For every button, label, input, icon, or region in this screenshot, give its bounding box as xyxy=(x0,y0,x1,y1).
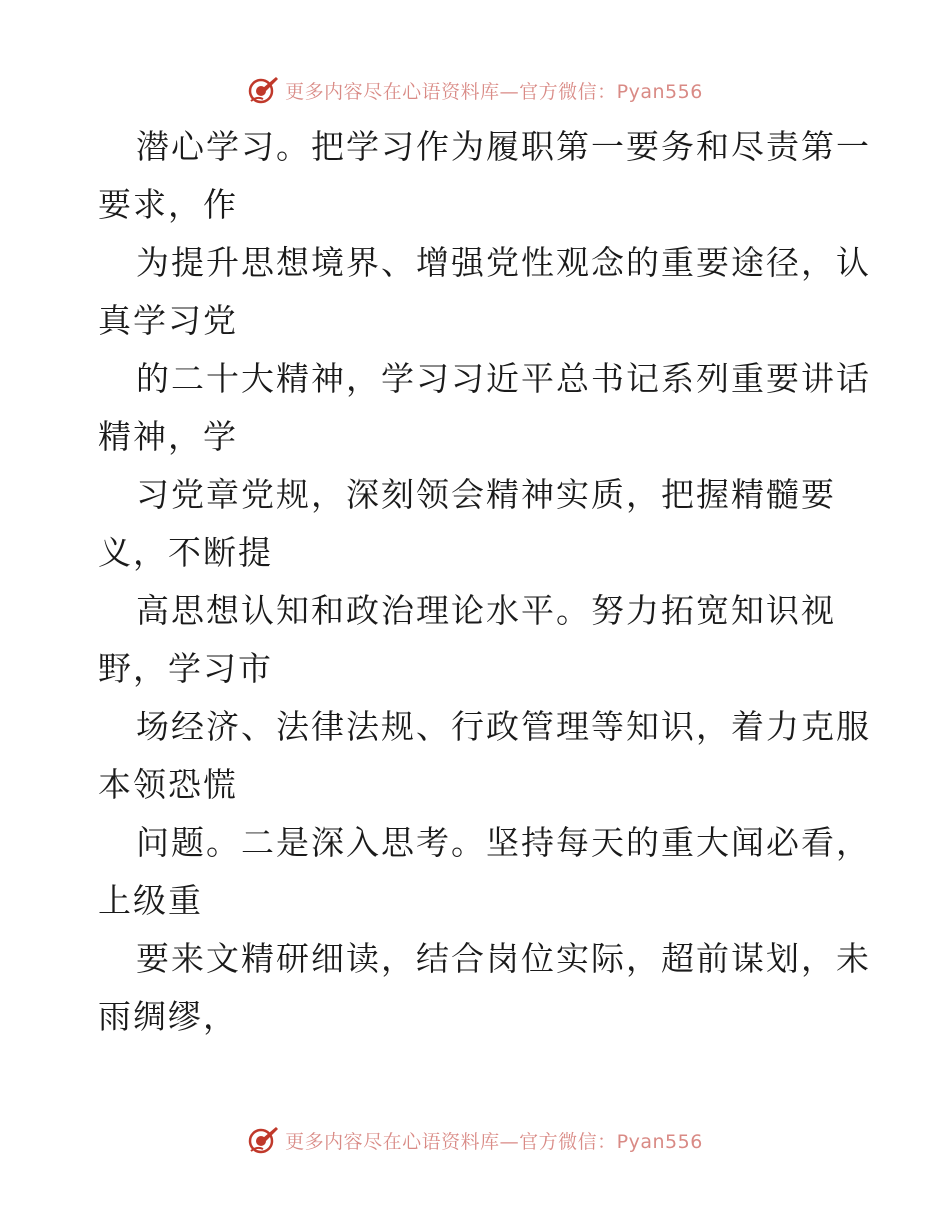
footer-banner-text: 更多内容尽在心语资料库—官方微信：Pyan556 xyxy=(285,1130,703,1153)
paragraph-line: 问题。二是深入思考。坚持每天的重大闻必看， xyxy=(136,823,871,862)
paragraph-line: 要来文精研细读，结合岗位实际，超前谋划，未 xyxy=(136,939,871,978)
paragraph-line: 真学习党 xyxy=(98,301,238,340)
header-watermark-banner xyxy=(0,70,950,110)
paragraph-line: 高思想认知和政治理论水平。努力拓宽知识视 xyxy=(136,591,836,630)
paragraph-line: 潜心学习。把学习作为履职第一要务和尽责第一 xyxy=(136,127,871,166)
document-body xyxy=(98,118,871,1046)
header-banner-text: 更多内容尽在心语资料库—官方微信：Pyan556 xyxy=(285,80,703,103)
paragraph-line: 野，学习市 xyxy=(98,649,273,688)
paragraph-line: 精神，学 xyxy=(98,417,238,456)
header-wechat-id: Pyan556 xyxy=(616,80,703,103)
paragraph-line: 为提升思想境界、增强党性观念的重要途径，认 xyxy=(136,243,871,282)
footer-wechat-id: Pyan556 xyxy=(616,1130,703,1153)
paragraph-line: 的二十大精神，学习习近平总书记系列重要讲话 xyxy=(136,359,871,398)
paragraph-line: 义，不断提 xyxy=(98,533,273,572)
paragraph-line: 习党章党规，深刻领会精神实质，把握精髓要 xyxy=(136,475,836,514)
paragraph-line: 上级重 xyxy=(98,881,203,920)
footer-watermark-banner xyxy=(0,1120,950,1160)
paragraph-line: 场经济、法律法规、行政管理等知识，着力克服 xyxy=(136,707,871,746)
paragraph-line: 雨绸缪， xyxy=(98,997,238,1036)
pen-logo-icon xyxy=(247,1124,279,1156)
paragraph-line: 要求，作 xyxy=(98,185,238,224)
paragraph-line: 本领恐慌 xyxy=(98,765,238,804)
pen-logo-icon xyxy=(247,74,279,106)
